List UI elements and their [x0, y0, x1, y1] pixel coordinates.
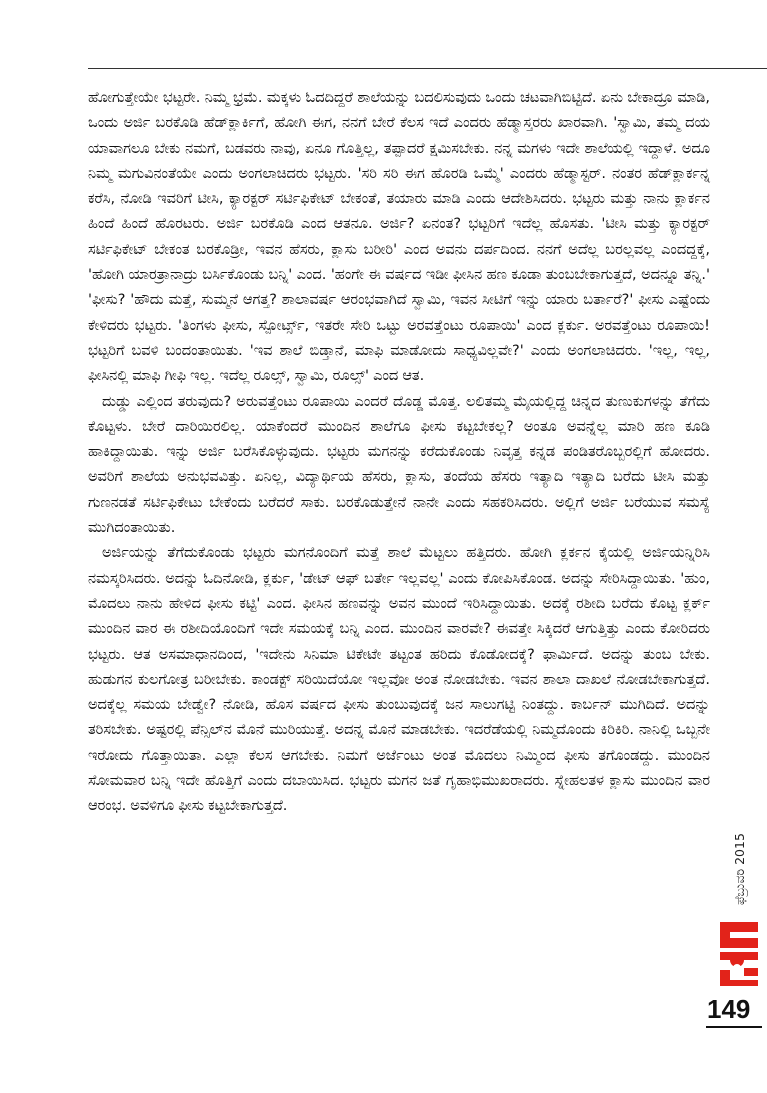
header-rule — [88, 68, 767, 69]
issue-date: ಫೆಬ್ರುವರಿ 2015 — [732, 833, 747, 905]
article-body — [88, 86, 710, 820]
paragraph: ಅರ್ಜಿಯನ್ನು ತೆಗೆದುಕೊಂಡು ಭಟ್ಟರು ಮಗನೊಂದಿಗೆ ಮತ್ತೆ ಶಾಲೆ ಮೆಟ್ಟಲು ಹತ್ತಿದರು. ಹೋಗಿ ಕ್ಲರ್ಕನ ಕೈಯಲ್ಲಿ ಅರ್ಜಿಯನ್ನಿರಿಸಿ ನಮಸ್ಕರಿಸಿದರು. ಅದನ್ನು ಓದಿನೋಡಿ, ಕ್ಲರ್ಕು, 'ಡೇಟ್ ಆಫ್ ಬರ್ತೇ ಇಲ್ಲವಲ್ಲ' ಎಂದು ಕೋಪಿಸಿಕೊಂಡ. ಅದನ್ನು ಸೇರಿಸಿದ್ದಾಯಿತು. 'ಹುಂ, ಮೊದಲು ನಾನು ಹೇಳಿದ ಫೀಸು ಕಟ್ಟಿ' ಎಂದ. ಫೀಸಿನ ಹಣವನ್ನು ಅವನ ಮುಂದೆ ಇರಿಸಿದ್ದಾಯಿತು. ಅದಕ್ಕೆ ರಶೀದಿ ಬರೆದು ಕೊಟ್ಟ ಕ್ಲರ್ಕ್ ಮುಂದಿನ ವಾರ ಈ ರಶೀದಿಯೊಂದಿಗೆ ಇದೇ ಸಮಯಕ್ಕೆ ಬನ್ನಿ ಎಂದ. ಮುಂದಿನ ವಾರವೇ? ಈವತ್ತೇ ಸಿಕ್ಕಿದರೆ ಆಗುತ್ತಿತ್ತು ಎಂದು ಕೋರಿದರು ಭಟ್ಟರು. ಆತ ಅಸಮಾಧಾನದಿಂದ, 'ಇದೇನು ಸಿನಿಮಾ ಟಿಕೇಟೇ ತಟ್ಟಂತ ಹರಿದು ಕೊಡೋದಕ್ಕೆ? ಫಾರ್ಮಿದೆ. ಅದನ್ನು ತುಂಬ ಬೇಕು. ಹುಡುಗನ ಕುಲಗೋತ್ರ ಬರೀಬೇಕು. ಕಾಂಡಕ್ಟ್ ಸರಿಯಿದೆಯೋ ಇಲ್ಲವೋ ಅಂತ ನೋಡಬೇಕು. ಇವನ ಶಾಲಾ ದಾಖಲೆ ನೋಡಬೇಕಾಗುತ್ತದೆ. ಅದಕ್ಕೆಲ್ಲ ಸಮಯ ಬೇಡ್ವೇ? ನೋಡಿ, ಹೊಸ ವರ್ಷದ ಫೀಸು ತುಂಬುವುದಕ್ಕೆ ಜನ ಸಾಲುಗಟ್ಟಿ ನಿಂತದ್ದು. ಕಾರ್ಬನ್ ಮುಗಿದಿದೆ. ಅದನ್ನು ತರಿಸಬೇಕು. ಅಷ್ಟರಲ್ಲಿ ಪೆನ್ಸಿಲ್‌ನ ಮೊನೆ ಮುರಿಯುತ್ತೆ. ಅದನ್ನ ಮೊನೆ ಮಾಡಬೇಕು. ಇದರೆಡೆಯಲ್ಲಿ ನಿಮ್ಮದೊಂದು ಕಿರಿಕಿರಿ. ನಾನಿಲ್ಲಿ ಒಬ್ಬನೇ ಇರೋದು ಗೊತ್ತಾಯಿತಾ. ಎಲ್ಲಾ ಕೆಲಸ ಆಗಬೇಕು. ನಿಮಗೆ ಅರ್ಜೆಂಟು ಅಂತ ಮೊದಲು ನಿಮ್ಮಿಂದ ಫೀಸು ತಗೊಂಡದ್ದು. ಮುಂದಿನ ಸೋಮವಾರ ಬನ್ನಿ ಇದೇ ಹೊತ್ತಿಗೆ ಎಂದು ದಬಾಯಿಸಿದ. ಭಟ್ಟರು ಮಗನ ಜತೆ ಗೃಹಾಭಿಮುಖರಾದರು. ಸ್ನೇಹಲತಳ ಕ್ಲಾಸು ಮುಂದಿನ ವಾರ ಆರಂಭ. ಅವಳಿಗೂ ಫೀಸು ಕಟ್ಟಬೇಕಾಗುತ್ತದೆ. — [88, 545, 710, 815]
paragraph: ದುಡ್ಡು ಎಲ್ಲಿಂದ ತರುವುದು? ಅರುವತ್ತೆಂಟು ರೂಪಾಯಿ ಎಂದರೆ ದೊಡ್ಡ ಮೊತ್ತ. ಲಲಿತಮ್ಮ ಮೈಯಲ್ಲಿದ್ದ ಚಿನ್ನದ ತುಣುಕುಗಳನ್ನು ತೆಗೆದು ಕೊಟ್ಟಳು. ಬೇರೆ ದಾರಿಯಿರಲಿಲ್ಲ. ಯಾಕೆಂದರೆ ಮುಂದಿನ ಶಾಲೆಗೂ ಫೀಸು ಕಟ್ಟಬೇಕಲ್ಲ? ಅಂತೂ ಅವನ್ನೆಲ್ಲ ಮಾರಿ ಹಣ ಕೂಡಿ ಹಾಕಿದ್ದಾಯಿತು. ಇನ್ನು ಅರ್ಜಿ ಬರೆಸಿಕೊಳ್ಳುವುದು. ಭಟ್ಟರು ಮಗನನ್ನು ಕರೆದುಕೊಂಡು ನಿವೃತ್ತ ಕನ್ನಡ ಪಂಡಿತರೊಬ್ಬರಲ್ಲಿಗೆ ಹೋದರು. ಅವರಿಗೆ ಶಾಲೆಯ ಅನುಭವವಿತ್ತು. ಏನಿಲ್ಲ, ವಿದ್ಯಾರ್ಥಿಯ ಹೆಸರು, ಕ್ಲಾಸು, ತಂದೆಯ ಹೆಸರು ಇತ್ಯಾದಿ ಇತ್ಯಾದಿ ಬರೆದು ಟೀಸಿ ಮತ್ತು ಗುಣನಡತೆ ಸರ್ಟಿಫಿಕೇಟು ಬೇಕೆಂದು ಬರೆದರೆ ಸಾಕು. ಬರಕೊಡುತ್ತೇನೆ ನಾನೇ ಎಂದು ಸಹಕರಿಸಿದರು. ಅಲ್ಲಿಗೆ ಅರ್ಜಿ ಬರೆಯುವ ಸಮಸ್ಯೆ ಮುಗಿದಂತಾಯಿತು. — [88, 393, 710, 537]
paragraph: ಹೋಗುತ್ತೇಯೇ ಭಟ್ಟರೇ. ನಿಮ್ಮ ಭ್ರಮೆ. ಮಕ್ಕಳು ಓದದಿದ್ದರೆ ಶಾಲೆಯನ್ನು ಬದಲಿಸುವುದು ಒಂದು ಚಟವಾಗಿಬಿಟ್ಟಿದೆ. ಏನು ಬೇಕಾದ್ರೂ ಮಾಡಿ, ಒಂದು ಅರ್ಜಿ ಬರಕೊಡಿ ಹೆಡ್‌ಕ್ಲಾರ್ಕಿಗೆ, ಹೋಗಿ ಈಗ, ನನಗೆ ಬೇರೆ ಕೆಲಸ ಇದೆ ಎಂದರು ಹೆಡ್ಮಾಸ್ತರರು ಖಾರವಾಗಿ. 'ಸ್ವಾಮಿ, ತಮ್ಮ ದಯ ಯಾವಾಗಲೂ ಬೇಕು ನಮಗೆ, ಬಡವರು ನಾವು, ಏನೂ ಗೊತ್ತಿಲ್ಲ, ತಪ್ಪಾದರೆ ಕ್ಷಮಿಸಬೇಕು. ನನ್ನ ಮಗಳು ಇದೇ ಶಾಲೆಯಲ್ಲಿ ಇದ್ದಾಳೆ. ಅದೂ ನಿಮ್ಮ ಮಗುವಿನಂತೆಯೇ ಎಂದು ಅಂಗಲಾಚಿದರು ಭಟ್ಟರು. 'ಸರಿ ಸರಿ ಈಗ ಹೊರಡಿ ಒಮ್ಮೆ' ಎಂದರು ಹೆಡ್ಮಾಸ್ಟರ್. ನಂತರ ಹೆಡ್‌ಕ್ಲಾರ್ಕನ್ನ ಕರೆಸಿ, ನೋಡಿ ಇವರಿಗೆ ಟೀಸಿ, ಕ್ಯಾರಕ್ಟರ್ ಸರ್ಟಿಫಿಕೇಟ್ ಬೇಕಂತೆ, ತಯಾರು ಮಾಡಿ ಎಂದು ಆದೇಶಿಸಿದರು. ಭಟ್ಟರು ಮತ್ತು ನಾನು ಕ್ಲಾರ್ಕನ ಹಿಂದೆ ಹಿಂದೆ ಹೊರಟರು. ಅರ್ಜಿ ಬರಕೊಡಿ ಎಂದ ಆತನೂ. ಅರ್ಜಿ? ಏನಂತ? ಭಟ್ಟರಿಗೆ ಇದೆಲ್ಲ ಹೊಸತು. 'ಟೀಸಿ ಮತ್ತು ಕ್ಯಾರಕ್ಟರ್ ಸರ್ಟಿಫಿಕೇಟ್ ಬೇಕಂತ ಬರಕೊಡ್ರೀ, ಇವನ ಹೆಸರು, ಕ್ಲಾಸು ಬರೀರಿ' ಎಂದ ಅವನು ದರ್ಪದಿಂದ. ನನಗೆ ಅದೆಲ್ಲ ಬರಲ್ಲವಲ್ಲ ಎಂದದ್ದಕ್ಕೆ, 'ಹೋಗಿ ಯಾರತ್ರಾನಾದ್ರು ಬರ್ಸಿಕೊಂಡು ಬನ್ನಿ' ಎಂದ. 'ಹಂಗೇ ಈ ವರ್ಷದ ಇಡೀ ಫೀಸಿನ ಹಣ ಕೂಡಾ ತುಂಬಬೇಕಾಗುತ್ತದೆ, ಅದನ್ನೂ ತನ್ನಿ.' 'ಫೀಸು? 'ಹೌದು ಮತ್ತೆ, ಸುಮ್ಮನೆ ಆಗತ್ತ? ಶಾಲಾವರ್ಷ ಆರಂಭವಾಗಿದೆ ಸ್ವಾಮಿ, ಇವನ ಸೀಟಿಗೆ ಇನ್ನು ಯಾರು ಬರ್ತಾರೆ?' ಫೀಸು ಎಷ್ಟೆಂದು ಕೇಳಿದರು ಭಟ್ಟರು. 'ತಿಂಗಳು ಫೀಸು, ಸ್ಪೋರ್ಟ್ಸ್, ಇತರೇ ಸೇರಿ ಒಟ್ಟು ಅರವತ್ತೆಂಟು ರೂಪಾಯಿ' ಎಂದ ಕ್ಲರ್ಕು. ಅರವತ್ತೆಂಟು ರೂಪಾಯಿ! ಭಟ್ಟರಿಗೆ ಬವಳಿ ಬಂದಂತಾಯಿತು. 'ಇವ ಶಾಲೆ ಬಿಡ್ತಾನೆ, ಮಾಫಿ ಮಾಡೋದು ಸಾಧ್ಯವಿಲ್ಲವೇ?' ಎಂದು ಅಂಗಲಾಚಿದರು. 'ಇಲ್ಲ, ಇಲ್ಲ, ಫೀಸಿನಲ್ಲಿ ಮಾಫಿ ಗೀಫಿ ಇಲ್ಲ. ಇದೆಲ್ಲ ರೂಲ್ಸ್, ಸ್ವಾಮಿ, ರೂಲ್ಸ್' ಎಂದ ಆತ. — [88, 90, 710, 385]
magazine-logo — [714, 918, 764, 986]
page-number: 149 — [707, 994, 751, 1024]
page-number-underline — [706, 1026, 762, 1028]
